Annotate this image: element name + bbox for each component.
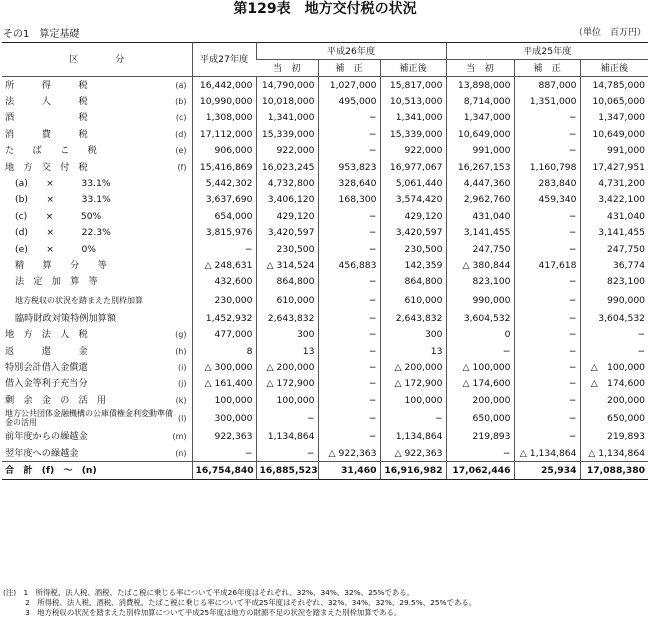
value-cell: 610,000 <box>256 290 318 310</box>
value-cell: 219,893 <box>580 428 648 444</box>
row-mark: (j) <box>178 379 187 389</box>
value-cell: − <box>514 274 580 290</box>
row-mark: (c) <box>175 113 187 123</box>
row-label: 消 費 税 <box>5 128 88 140</box>
value-cell: 654,000 <box>192 208 256 224</box>
row-mark: (b) <box>175 97 187 107</box>
value-cell: 10,649,000 <box>446 126 514 142</box>
value-cell: 15,817,000 <box>380 77 446 94</box>
value-cell: − <box>514 343 580 359</box>
header-h26-revision: 補 正 <box>318 60 380 77</box>
table-row <box>2 175 648 191</box>
value-cell: 2,962,760 <box>446 192 514 208</box>
value-cell: − <box>446 343 514 359</box>
value-cell: △ 922,363 <box>380 445 446 462</box>
header-h25-initial: 当 初 <box>446 60 514 77</box>
table-row <box>2 225 648 241</box>
total-value-cell: 17,062,446 <box>446 462 514 479</box>
value-cell: 142,359 <box>380 257 446 273</box>
row-label-cell <box>2 290 192 310</box>
value-cell: 3,422,100 <box>580 192 648 208</box>
value-cell: − <box>318 241 380 257</box>
table-row <box>2 359 648 375</box>
row-label: 法 定 加 算 等 <box>15 276 98 288</box>
row-label-cell <box>2 126 192 142</box>
value-cell: 2,643,832 <box>380 310 446 326</box>
value-cell: 1,452,932 <box>192 310 256 326</box>
value-cell: 16,977,067 <box>380 159 446 175</box>
row-label-cell <box>2 159 192 175</box>
value-cell: 459,340 <box>514 192 580 208</box>
value-cell: 219,893 <box>446 428 514 444</box>
value-cell: 3,815,976 <box>192 225 256 241</box>
value-cell: 1,308,000 <box>192 110 256 126</box>
value-cell: − <box>318 126 380 142</box>
value-cell: 4,732,800 <box>256 175 318 191</box>
value-cell: 230,500 <box>256 241 318 257</box>
row-label-cell <box>2 392 192 408</box>
value-cell: − <box>514 376 580 392</box>
value-cell: − <box>256 445 318 462</box>
header-h26-initial: 当 初 <box>256 60 318 77</box>
value-cell: 10,990,000 <box>192 93 256 109</box>
row-label-cell <box>2 274 192 290</box>
table-row <box>2 376 648 392</box>
row-mark: (k) <box>175 395 187 405</box>
value-cell: − <box>514 310 580 326</box>
table-row <box>2 143 648 159</box>
value-cell: △ 100,000 <box>580 359 648 375</box>
value-cell: 3,604,532 <box>446 310 514 326</box>
value-cell: 230,500 <box>380 241 446 257</box>
value-cell: △ 174,600 <box>580 376 648 392</box>
table-row <box>2 93 648 109</box>
row-label: 臨時財政対策特例加算額 <box>15 312 117 324</box>
value-cell: 650,000 <box>446 408 514 428</box>
table-row <box>2 208 648 224</box>
table-row <box>2 110 648 126</box>
value-cell: 1,341,000 <box>380 110 446 126</box>
row-mark: (l) <box>178 413 187 423</box>
value-cell: △ 100,000 <box>446 359 514 375</box>
row-label-cell <box>2 326 192 342</box>
value-cell: − <box>318 290 380 310</box>
value-cell: 0 <box>446 326 514 342</box>
row-label: 地方税収の状況を踏まえた別枠加算 <box>15 295 143 305</box>
value-cell: − <box>318 408 380 428</box>
header-label: 区 分 <box>2 43 192 77</box>
value-cell: 300 <box>256 326 318 342</box>
row-label: 地 方 交 付 税 <box>5 161 88 173</box>
row-label-cell <box>2 343 192 359</box>
value-cell: 922,000 <box>380 143 446 159</box>
value-cell: 8,714,000 <box>446 93 514 109</box>
table-row <box>2 310 648 326</box>
value-cell: − <box>514 290 580 310</box>
value-cell: 16,023,245 <box>256 159 318 175</box>
row-label-cell <box>2 77 192 94</box>
table-row <box>2 392 648 408</box>
value-cell: 168,300 <box>318 192 380 208</box>
value-cell: − <box>514 143 580 159</box>
table-row <box>2 126 648 142</box>
row-label-cell <box>2 428 192 444</box>
value-cell: △ 248,631 <box>192 257 256 273</box>
value-cell: 887,000 <box>514 77 580 94</box>
row-mark: (f) <box>177 162 187 172</box>
value-cell: 922,363 <box>192 428 256 444</box>
value-cell: △ 300,000 <box>192 359 256 375</box>
footnotes <box>3 588 648 618</box>
value-cell: 8 <box>192 343 256 359</box>
table-row <box>2 274 648 290</box>
value-cell: 477,000 <box>192 326 256 342</box>
value-cell: 456,883 <box>318 257 380 273</box>
value-cell: 247,750 <box>580 241 648 257</box>
value-cell: 864,800 <box>256 274 318 290</box>
value-cell: 864,800 <box>380 274 446 290</box>
row-label: 特別会計借入金償還 <box>5 361 88 373</box>
value-cell: − <box>192 445 256 462</box>
row-label: 借入金等利子充当分 <box>5 378 88 390</box>
header-h25-revision: 補 正 <box>514 60 580 77</box>
value-cell: 17,427,951 <box>580 159 648 175</box>
total-value-cell: 16,916,982 <box>380 462 446 479</box>
value-cell: 15,339,000 <box>256 126 318 142</box>
value-cell: 3,406,120 <box>256 192 318 208</box>
total-value-cell: 31,460 <box>318 462 380 479</box>
value-cell: − <box>514 392 580 408</box>
value-cell: − <box>318 326 380 342</box>
value-cell: − <box>514 408 580 428</box>
row-mark: (e) <box>175 146 187 156</box>
value-cell: 431,040 <box>446 208 514 224</box>
value-cell: 5,061,440 <box>380 175 446 191</box>
row-label: 所 得 税 <box>5 79 88 91</box>
value-cell: 200,000 <box>580 392 648 408</box>
value-cell: − <box>192 241 256 257</box>
value-cell: 429,120 <box>256 208 318 224</box>
value-cell: 4,447,360 <box>446 175 514 191</box>
value-cell: 953,823 <box>318 159 380 175</box>
value-cell: 3,141,455 <box>446 225 514 241</box>
table-row <box>2 428 648 444</box>
footnote-2: 2 所得税、法人税、酒税、消費税、たばこ税に乗じる率について平成25年度はそれぞれ、32%、34%、32%、29.5%、25%である。 <box>3 598 477 607</box>
total-value-cell: 25,934 <box>514 462 580 479</box>
value-cell: 3,141,455 <box>580 225 648 241</box>
value-cell: − <box>318 392 380 408</box>
value-cell: 14,785,000 <box>580 77 648 94</box>
row-label: (b) × 33.1% <box>15 194 111 206</box>
value-cell: △ 922,363 <box>318 445 380 462</box>
value-cell: △ 200,000 <box>256 359 318 375</box>
row-label-cell <box>2 225 192 241</box>
value-cell: 10,065,000 <box>580 93 648 109</box>
value-cell: 1,347,000 <box>580 110 648 126</box>
value-cell: △ 380,844 <box>446 257 514 273</box>
row-label-cell <box>2 310 192 326</box>
value-cell: 906,000 <box>192 143 256 159</box>
value-cell: 1,134,864 <box>380 428 446 444</box>
row-label: 剰 余 金 の 活 用 <box>5 394 107 406</box>
value-cell: 3,574,420 <box>380 192 446 208</box>
row-mark: (d) <box>175 129 187 139</box>
value-cell: 100,000 <box>192 392 256 408</box>
table-row <box>2 257 648 273</box>
row-label: (a) × 33.1% <box>15 178 111 190</box>
value-cell: 991,000 <box>580 143 648 159</box>
row-mark: (g) <box>175 330 187 340</box>
value-cell: − <box>318 208 380 224</box>
value-cell: − <box>318 225 380 241</box>
header-h27: 平成27年度 <box>192 43 256 77</box>
row-label: 酒 税 <box>5 112 88 124</box>
value-cell: − <box>514 225 580 241</box>
value-cell: 16,267,153 <box>446 159 514 175</box>
row-label-cell <box>2 359 192 375</box>
value-cell: 1,341,000 <box>256 110 318 126</box>
value-cell: − <box>514 428 580 444</box>
table-row <box>2 326 648 342</box>
value-cell: △ 314,524 <box>256 257 318 273</box>
footnote-1: (注) 1 所得税、法人税、酒税、たばこ税に乗じる率について平成26年度はそれぞれ、32%、34%、32%、25%である。 <box>3 588 415 597</box>
row-label: (e) × 0% <box>15 243 97 255</box>
row-label: (c) × 50% <box>15 210 102 222</box>
value-cell: 15,339,000 <box>380 126 446 142</box>
table-row <box>2 77 648 94</box>
value-cell: 13,898,000 <box>446 77 514 94</box>
total-value-cell: 16,754,840 <box>192 462 256 479</box>
value-cell: 990,000 <box>580 290 648 310</box>
value-cell: △ 172,900 <box>256 376 318 392</box>
table-body <box>2 77 648 480</box>
value-cell: 3,420,597 <box>256 225 318 241</box>
unit-label: （単位 百万円） <box>573 28 646 38</box>
value-cell: 3,420,597 <box>380 225 446 241</box>
total-row <box>2 462 648 479</box>
value-cell: 300 <box>380 326 446 342</box>
row-label-cell <box>2 257 192 273</box>
value-cell: 10,649,000 <box>580 126 648 142</box>
page-title: 第129表 地方交付税の状況 <box>233 1 417 17</box>
total-value-cell: 16,885,523 <box>256 462 318 479</box>
value-cell: 200,000 <box>446 392 514 408</box>
row-label: (d) × 22.3% <box>15 227 111 239</box>
table-subtitle: その1 算定基礎 <box>3 29 80 40</box>
value-cell: 1,027,000 <box>318 77 380 94</box>
row-label-cell <box>2 175 192 191</box>
table-row <box>2 408 648 428</box>
value-cell: △ 1,134,864 <box>514 445 580 462</box>
value-cell: 429,120 <box>380 208 446 224</box>
value-cell: − <box>514 126 580 142</box>
value-cell: 328,640 <box>318 175 380 191</box>
row-label: 地 方 法 人 税 <box>5 329 88 341</box>
value-cell: 13 <box>380 343 446 359</box>
row-label-cell <box>2 208 192 224</box>
value-cell: 432,600 <box>192 274 256 290</box>
value-cell: − <box>514 359 580 375</box>
tax-table <box>2 42 648 480</box>
row-mark: (a) <box>175 80 187 90</box>
value-cell: △ 174,600 <box>446 376 514 392</box>
value-cell: − <box>580 326 648 342</box>
value-cell: − <box>318 310 380 326</box>
row-label-cell <box>2 143 192 159</box>
value-cell: 17,112,000 <box>192 126 256 142</box>
header-h26-after: 補正後 <box>380 60 446 77</box>
table-row <box>2 159 648 175</box>
table-row <box>2 445 648 462</box>
value-cell: 100,000 <box>256 392 318 408</box>
value-cell: △ 200,000 <box>380 359 446 375</box>
header-h26: 平成26年度 <box>256 43 446 60</box>
value-cell: − <box>318 376 380 392</box>
total-value-cell: 17,088,380 <box>580 462 648 479</box>
row-mark: (n) <box>175 448 187 458</box>
value-cell: 3,604,532 <box>580 310 648 326</box>
header-h25-after: 補正後 <box>580 60 648 77</box>
value-cell: − <box>514 241 580 257</box>
value-cell: 15,416,869 <box>192 159 256 175</box>
table-row <box>2 343 648 359</box>
value-cell: − <box>318 359 380 375</box>
value-cell: − <box>318 110 380 126</box>
row-label: 前年度からの繰越金 <box>5 431 88 443</box>
header-h25: 平成25年度 <box>446 43 648 60</box>
row-label-cell <box>2 192 192 208</box>
value-cell: 247,750 <box>446 241 514 257</box>
footnote-3: 3 地方税収の状況を踏まえた別枠加算について平成25年度は地方の財源不足の状況を踏まえた別枠加算である。 <box>3 608 402 617</box>
row-mark: (h) <box>175 346 187 356</box>
value-cell: − <box>580 343 648 359</box>
total-label: 合 計 (f) 〜 (n) <box>2 462 192 479</box>
value-cell: 10,018,000 <box>256 93 318 109</box>
table-row <box>2 192 648 208</box>
value-cell: 991,000 <box>446 143 514 159</box>
value-cell: 495,000 <box>318 93 380 109</box>
row-label: 翌年度への繰越金 <box>5 447 79 459</box>
value-cell: 922,000 <box>256 143 318 159</box>
value-cell: − <box>514 208 580 224</box>
value-cell: − <box>514 110 580 126</box>
value-cell: 4,731,200 <box>580 175 648 191</box>
value-cell: 1,347,000 <box>446 110 514 126</box>
row-label: 地方公共団体金融機構の公庫債権金利変動準備金の活用 <box>5 409 173 428</box>
value-cell: △ 172,900 <box>380 376 446 392</box>
value-cell: 431,040 <box>580 208 648 224</box>
value-cell: 10,513,000 <box>380 93 446 109</box>
value-cell: − <box>256 408 318 428</box>
value-cell: − <box>318 143 380 159</box>
value-cell: △ 161,400 <box>192 376 256 392</box>
value-cell: − <box>318 343 380 359</box>
row-label-cell <box>2 93 192 109</box>
value-cell: 1,160,798 <box>514 159 580 175</box>
value-cell: 650,000 <box>580 408 648 428</box>
row-label-cell <box>2 376 192 392</box>
value-cell: 990,000 <box>446 290 514 310</box>
value-cell: 3,637,690 <box>192 192 256 208</box>
value-cell: 1,351,000 <box>514 93 580 109</box>
table-row <box>2 241 648 257</box>
value-cell: 1,134,864 <box>256 428 318 444</box>
value-cell: △ 1,134,864 <box>580 445 648 462</box>
row-label-cell <box>2 408 192 428</box>
value-cell: 823,100 <box>446 274 514 290</box>
value-cell: 2,643,832 <box>256 310 318 326</box>
row-label-cell <box>2 110 192 126</box>
value-cell: − <box>380 408 446 428</box>
row-label: た ば こ 税 <box>5 145 97 157</box>
value-cell: − <box>514 326 580 342</box>
value-cell: 16,442,000 <box>192 77 256 94</box>
value-cell: 5,442,302 <box>192 175 256 191</box>
value-cell: 100,000 <box>380 392 446 408</box>
table-row <box>2 290 648 310</box>
value-cell: − <box>318 274 380 290</box>
value-cell: 36,774 <box>580 257 648 273</box>
value-cell: 230,000 <box>192 290 256 310</box>
row-label: 返 還 金 <box>5 345 88 357</box>
value-cell: 417,618 <box>514 257 580 273</box>
value-cell: − <box>318 428 380 444</box>
value-cell: 283,840 <box>514 175 580 191</box>
value-cell: 823,100 <box>580 274 648 290</box>
row-mark: (i) <box>178 362 187 372</box>
value-cell: − <box>446 445 514 462</box>
value-cell: 14,790,000 <box>256 77 318 94</box>
row-mark: (m) <box>172 432 187 442</box>
row-label-cell <box>2 445 192 462</box>
row-label: 法 人 税 <box>5 96 88 108</box>
row-label-cell <box>2 241 192 257</box>
value-cell: 13 <box>256 343 318 359</box>
row-label: 精 算 分 等 <box>15 259 107 271</box>
value-cell: 300,000 <box>192 408 256 428</box>
value-cell: 610,000 <box>380 290 446 310</box>
